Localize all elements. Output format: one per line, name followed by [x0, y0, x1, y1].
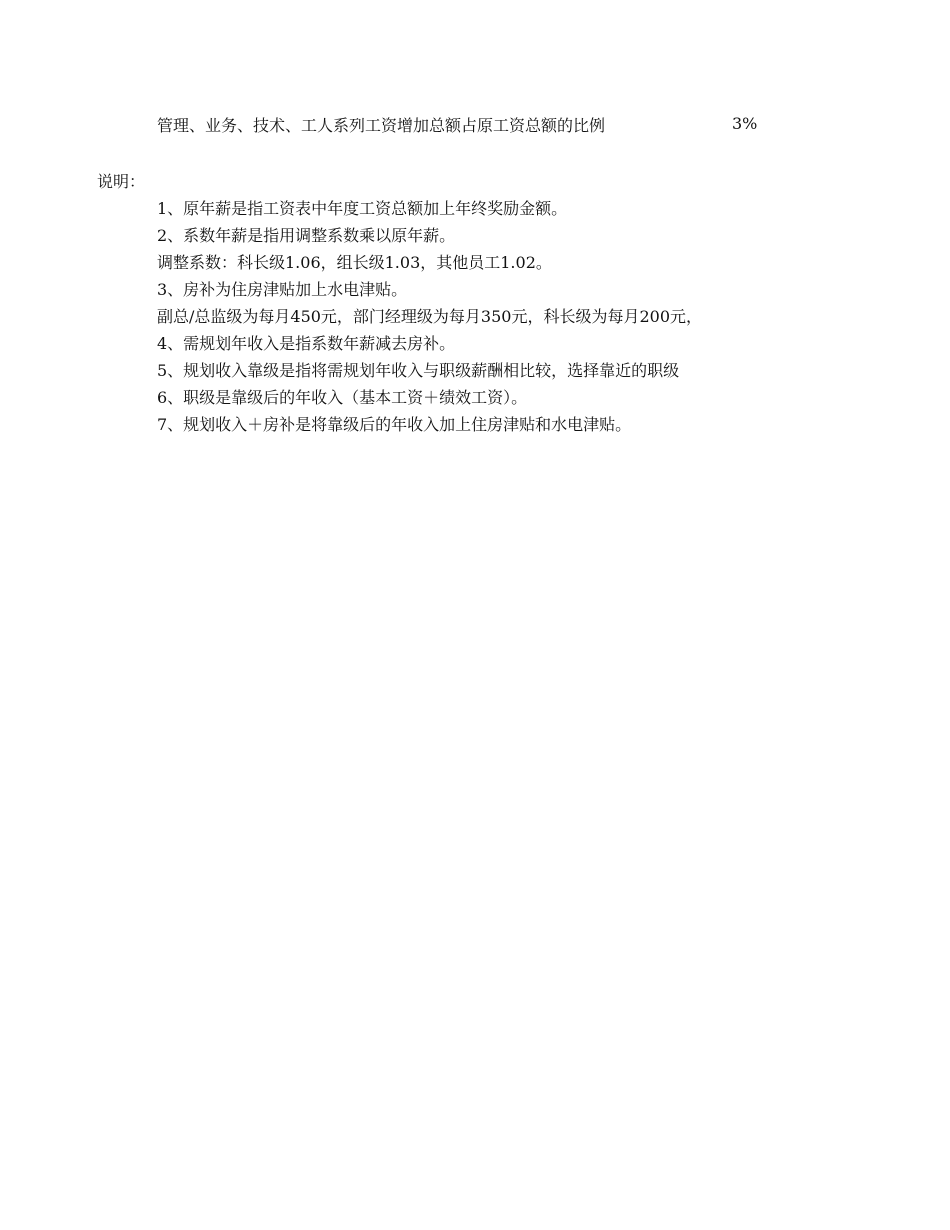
ratio-label: 管理、业务、技术、工人系列工资增加总额占原工资总额的比例	[157, 116, 606, 135]
note-line-2: 2、系数年薪是指用调整系数乘以原年薪。	[157, 226, 456, 245]
ratio-value: 3%	[732, 114, 758, 133]
notes-list	[157, 195, 857, 438]
note-line-housing-amounts: 副总/总监级为每月450元，部门经理级为每月350元，科长级为每月200元，	[157, 307, 703, 326]
salary-increase-ratio-row	[157, 114, 777, 138]
note-line-1: 1、原年薪是指工资表中年度工资总额加上年终奖励金额。	[157, 199, 568, 218]
notes-heading: 说明：	[97, 172, 146, 191]
note-line-7: 7、规划收入＋房补是将靠级后的年收入加上住房津贴和水电津贴。	[157, 415, 632, 434]
note-line-5: 5、规划收入靠级是指将需规划年收入与职级薪酬相比较，选择靠近的职级	[157, 361, 680, 380]
note-line-4: 4、需规划年收入是指系数年薪减去房补。	[157, 334, 456, 353]
note-line-coefficient: 调整系数：科长级1.06，组长级1.03，其他员工1.02。	[157, 253, 552, 272]
note-line-3: 3、房补为住房津贴加上水电津贴。	[157, 280, 408, 299]
note-line-6: 6、职级是靠级后的年收入（基本工资＋绩效工资）。	[157, 388, 528, 407]
